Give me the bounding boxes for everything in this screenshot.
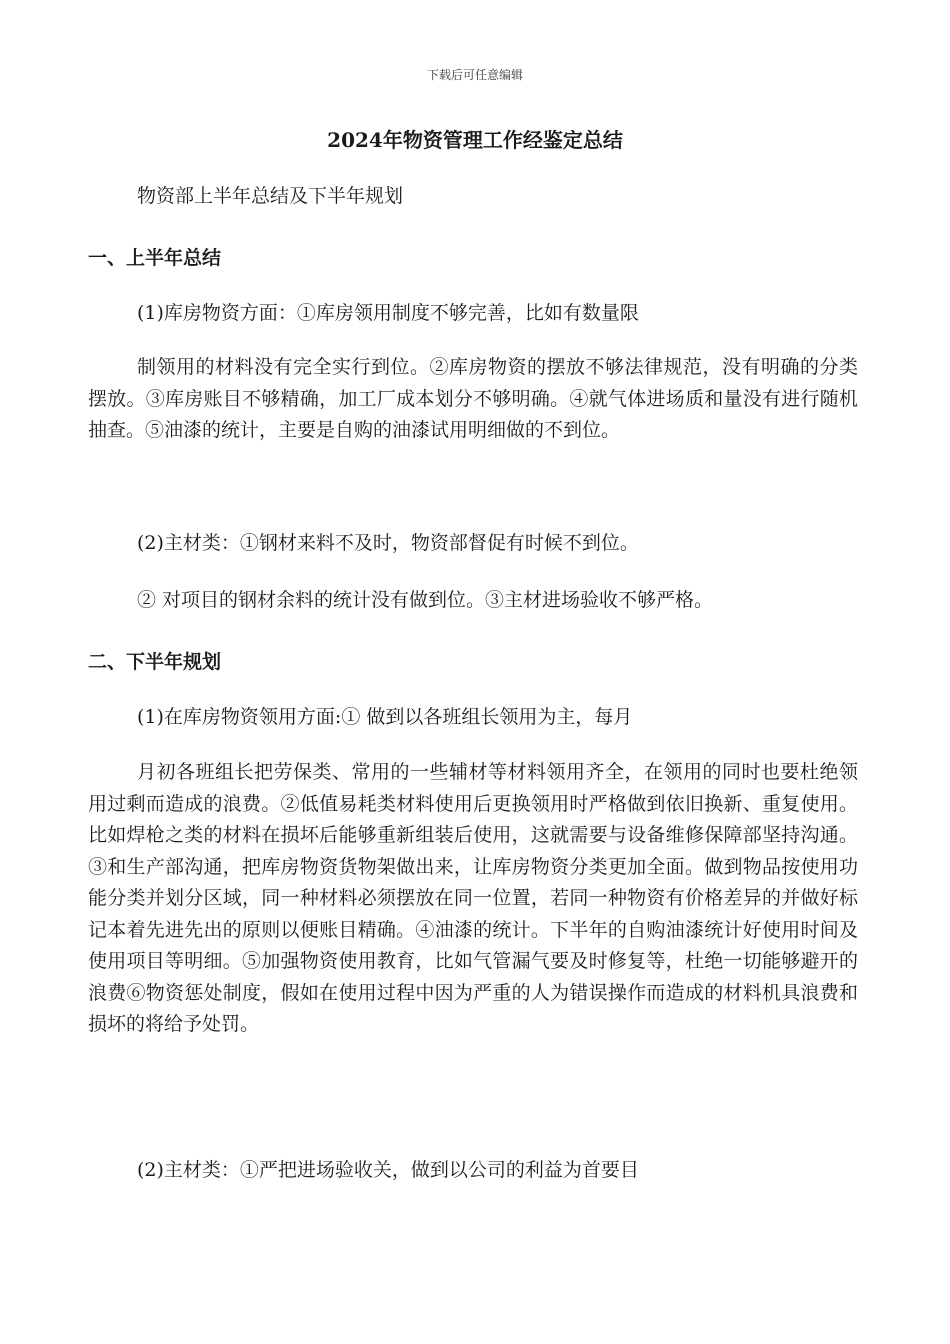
section2-heading: 二、下半年规划 [88,651,222,673]
section2-item1-lead: (1)在库房物资领用方面:① 做到以各班组长领用为主，每月 [137,706,633,728]
document-title: 2024年物资管理工作经鉴定总结 [327,128,623,152]
section1-item1-body: 制领用的材料没有完全实行到位。②库房物资的摆放不够法律规范，没有明确的分类摆放。③库房账目不够精确，加工厂成本划分不够明确。④就气体进场质和量没有进行随机抽查。⑤油漆的统计，主要是自购的油漆试用明细做的不到位。 [88,356,858,441]
section1-item1-lead: (1)库房物资方面：①库房领用制度不够完善，比如有数量限 [137,302,639,324]
section1-item2-body: ② 对项目的钢材余料的统计没有做到位。③主材进场验收不够严格。 [137,589,714,611]
header-note: 下载后可任意编辑 [426,68,523,82]
section1-item2-lead: (2)主材类：①钢材来料不及时，物资部督促有时候不到位。 [137,532,639,554]
document-subtitle: 物资部上半年总结及下半年规划 [137,185,404,207]
section2-item2-lead: (2)主材类：①严把进场验收关，做到以公司的利益为首要目 [137,1159,639,1181]
section1-heading: 一、上半年总结 [88,247,222,269]
section2-item1-body: 月初各班组长把劳保类、常用的一些辅材等材料领用齐全，在领用的同时也要杜绝领用过剩而造成的浪费。②低值易耗类材料使用后更换领用时严格做到依旧换新、重复使用。比如焊枪之类的材料在损坏后能够重新组装后使用，这就需要与设备维修保障部坚持沟通。③和生产部沟通，把库房物资货物架做出来，让库房物资分类更加全面。做到物品按使用功能分类并划分区域，同一种材料必须摆放在同一位置，若同一种物资有价格差异的并做好标记本着先进先出的原则以便账目精确。④油漆的统计。下半年的自购油漆统计好使用时间及使用项目等明细。⑤加强物资使用教育，比如气管漏气要及时修复等，杜绝一切能够避开的浪费⑥物资惩处制度，假如在使用过程中因为严重的人为错误操作而造成的材料机具浪费和损坏的将给予处罚。 [88,761,858,1035]
